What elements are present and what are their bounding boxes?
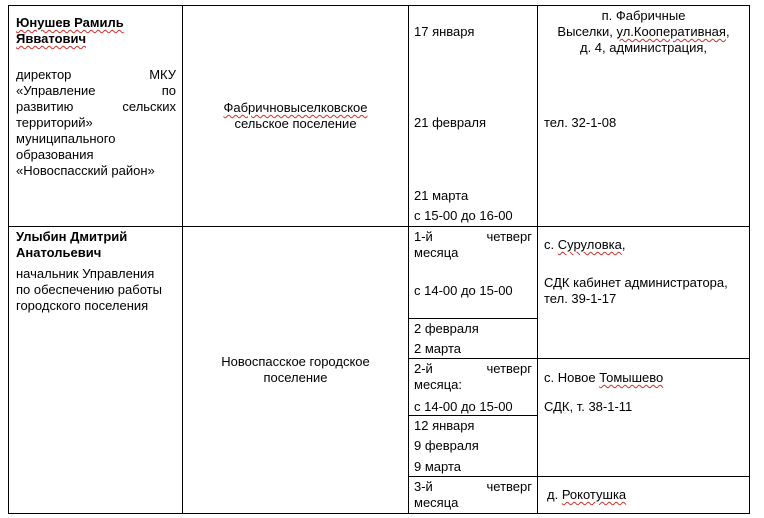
place-phone: тел. 32-1-08 xyxy=(544,115,617,130)
date-item: 17 января xyxy=(414,24,475,39)
date-item: 9 февраля xyxy=(414,438,479,453)
person-name-line1: Юнушев Рамиль xyxy=(16,15,124,30)
person-name-line2: Явватович xyxy=(16,31,87,46)
person-position-line3: городского поселения xyxy=(16,298,149,313)
place-line2: СДК кабинет администратора, xyxy=(544,275,728,290)
day-of-month: 2-й четверг xyxy=(414,361,532,376)
day-of-month-suffix: месяца: xyxy=(414,377,462,392)
col-divider-3 xyxy=(537,5,538,514)
place-line2: СДК, т. 38-1-11 xyxy=(544,399,633,414)
date-item: 9 марта xyxy=(414,459,461,474)
date-item: 12 января xyxy=(414,418,475,433)
time-range: с 14-00 до 15-00 xyxy=(414,399,513,414)
time-range: с 14-00 до 15-00 xyxy=(414,283,513,298)
dates-divider-3 xyxy=(408,415,538,416)
time-range: с 15-00 до 16-00 xyxy=(414,208,513,223)
place-phone: тел. 39-1-17 xyxy=(544,291,617,306)
dates-divider-2 xyxy=(408,358,538,359)
person-position-line1: начальник Управления xyxy=(16,266,155,281)
settlement-line2: сельское поселение xyxy=(234,116,357,131)
day-of-month-suffix: месяца xyxy=(414,495,459,510)
person-position-line2: по обеспечению работы xyxy=(16,282,162,297)
date-item: 21 марта xyxy=(414,188,469,203)
date-item: 21 февраля xyxy=(414,115,486,130)
table-border-top xyxy=(8,5,750,6)
place-line2: Выселки, ул.Кооперативная, xyxy=(557,24,730,39)
day-of-month-suffix: месяца xyxy=(414,245,459,260)
person-position-line7: «Новоспасский район» xyxy=(16,163,155,178)
place-line1: с. Новое Томышево xyxy=(544,370,664,385)
row-divider-last xyxy=(408,476,750,477)
row-divider-1 xyxy=(8,226,750,227)
dates-divider-1 xyxy=(408,318,538,319)
table-border-left xyxy=(8,5,9,514)
person-position-line6: образования xyxy=(16,147,94,162)
person-name-line2: Анатольевич xyxy=(16,245,102,260)
settlement-line1: Новоспасское городское xyxy=(221,354,370,369)
person-position-line2: «Управление по xyxy=(16,83,176,98)
table-border-right xyxy=(749,5,750,514)
date-item: 2 февраля xyxy=(414,321,479,336)
table-border-bottom xyxy=(8,513,750,514)
col-divider-1 xyxy=(182,5,183,514)
settlement-line1: Фабричновыселковское xyxy=(223,100,368,115)
place-line1: п. Фабричные xyxy=(601,8,686,23)
place-divider-1 xyxy=(537,358,750,359)
date-item: 2 марта xyxy=(414,341,461,356)
settlement-line2: поселение xyxy=(263,370,328,385)
person-position-line4: территорий» xyxy=(16,115,93,130)
day-of-month: 1-й четверг xyxy=(414,229,532,244)
col-divider-2 xyxy=(408,5,409,514)
place-line3: д. 4, администрация, xyxy=(580,40,707,55)
place-line1: с. Суруловка, xyxy=(544,237,626,252)
person-position-line5: муниципального xyxy=(16,131,116,146)
place-line1: д. Рокотушка xyxy=(547,487,627,502)
person-position-line3: развитию сельских xyxy=(16,99,176,114)
person-position-line1: директор МКУ xyxy=(16,67,176,82)
day-of-month: 3-й четверг xyxy=(414,479,532,494)
person-name-line1: Улыбин Дмитрий xyxy=(16,229,128,244)
